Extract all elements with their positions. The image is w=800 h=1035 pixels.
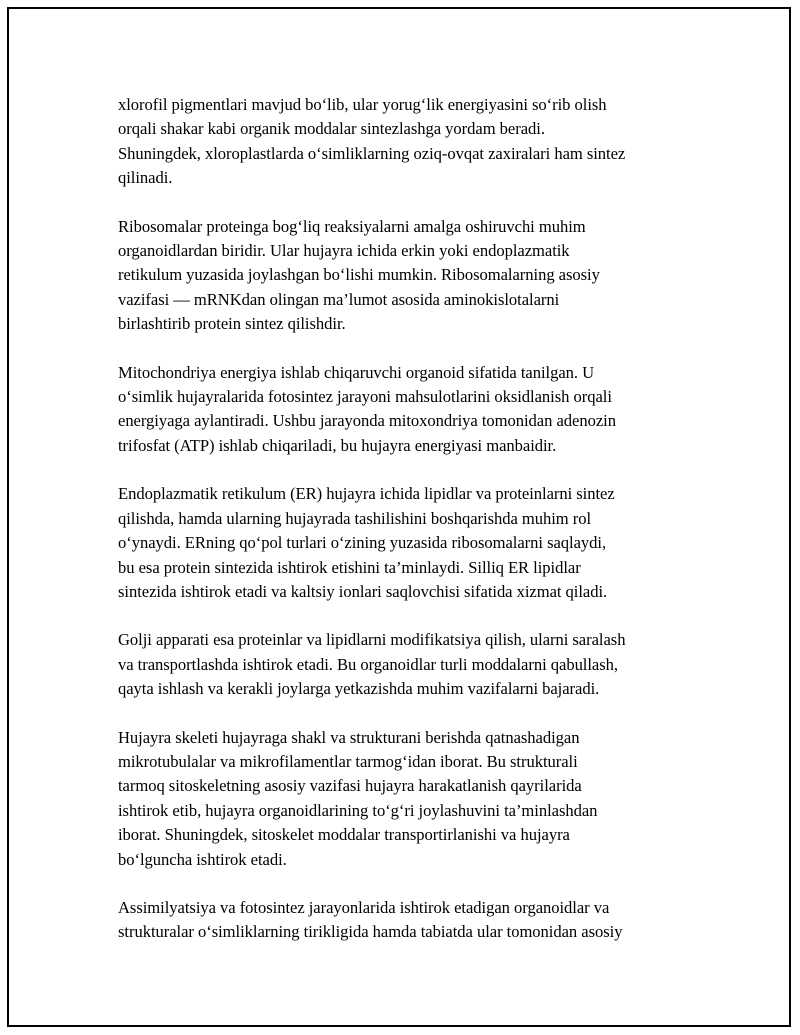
- text-line: birlashtirib protein sintez qilishdir.: [118, 314, 346, 334]
- text-line: Hujayra skeleti hujayraga shakl va strukturani berishda qatnashadigan: [118, 727, 580, 747]
- text-line: Mitochondriya energiya ishlab chiqaruvchi organoid sifatida tanilgan. U: [118, 362, 595, 382]
- text-line: ishtirok etib, hujayra organoidlarining to‘g‘ri joylashuvini ta’minlashdan: [118, 800, 598, 820]
- text-line: Ribosomalar proteinga bog‘liq reaksiyalarni amalga oshiruvchi muhim: [118, 216, 586, 236]
- text-line: tarmoq sitoskeletning asosiy vazifasi hujayra harakatlanish qayrilarida: [118, 776, 582, 796]
- text-line: bu esa protein sintezida ishtirok etishini ta’minlaydi. Silliq ER lipidlar: [118, 557, 581, 577]
- text-line: bo‘lguncha ishtirok etadi.: [118, 849, 287, 869]
- text-line: Golji apparati esa proteinlar va lipidlarni modifikatsiya qilish, ularni saralash: [118, 630, 626, 650]
- text-line: va transportlashda ishtirok etadi. Bu organoidlar turli moddalarni qabullash,: [118, 654, 618, 674]
- text-line: Endoplazmatik retikulum (ER) hujayra ichida lipidlar va proteinlarni sintez: [118, 484, 615, 504]
- text-line: trifosfat (ATP) ishlab chiqariladi, bu hujayra energiyasi manbaidir.: [118, 435, 557, 455]
- text-line: qilinadi.: [118, 168, 173, 188]
- paragraph-assimilation: [118, 896, 688, 945]
- text-line: xlorofil pigmentlari mavjud bo‘lib, ular yorug‘lik energiyasini so‘rib olish: [118, 95, 607, 114]
- paragraph-endoplasmic-reticulum: [118, 482, 688, 604]
- text-line: vazifasi — mRNKdan olingan ma’lumot asosida aminokislotalarni: [118, 289, 560, 309]
- paragraph-cytoskeleton: [118, 726, 688, 872]
- document-body: [118, 93, 688, 969]
- paragraph-ribosomes: [118, 215, 688, 337]
- text-line: orqali shakar kabi organik moddalar sintezlashga yordam beradi.: [118, 119, 545, 139]
- text-line: qilishda, hamda ularning hujayrada tashilishini boshqarishda muhim rol: [118, 508, 592, 528]
- text-line: Shuningdek, xloroplastlarda o‘simliklarning oziq-ovqat zaxiralari ham sintez: [118, 143, 626, 163]
- text-line: sintezida ishtirok etadi va kaltsiy ionlari saqlovchisi sifatida xizmat qiladi.: [118, 581, 608, 601]
- text-line: o‘simlik hujayralarida fotosintez jarayoni mahsulotlarini oksidlanish orqali: [118, 387, 612, 407]
- text-line: retikulum yuzasida joylashgan bo‘lishi mumkin. Ribosomalarning asosiy: [118, 265, 600, 285]
- text-line: Assimilyatsiya va fotosintez jarayonlarida ishtirok etadigan organoidlar va: [118, 897, 610, 917]
- text-line: energiyaga aylantiradi. Ushbu jarayonda mitoxondriya tomonidan adenozin: [118, 411, 616, 431]
- text-line: o‘ynaydi. ERning qo‘pol turlari o‘zining yuzasida ribosomalarni saqlaydi,: [118, 533, 607, 553]
- text-line: qayta ishlash va kerakli joylarga yetkazishda muhim vazifalarni bajaradi.: [118, 679, 600, 699]
- paragraph-golgi: [118, 628, 688, 701]
- paragraph-mitochondria: [118, 361, 688, 459]
- text-line: iborat. Shuningdek, sitoskelet moddalar transportirlanishi va hujayra: [118, 825, 570, 845]
- paragraph-chloroplasts: [118, 93, 688, 191]
- text-line: organoidlardan biridir. Ular hujayra ichida erkin yoki endoplazmatik: [118, 241, 570, 261]
- text-line: mikrotubulalar va mikrofilamentlar tarmog‘idan iborat. Bu strukturali: [118, 751, 578, 771]
- text-line: strukturalar o‘simliklarning tirikligida hamda tabiatda ular tomonidan asosiy: [118, 922, 623, 942]
